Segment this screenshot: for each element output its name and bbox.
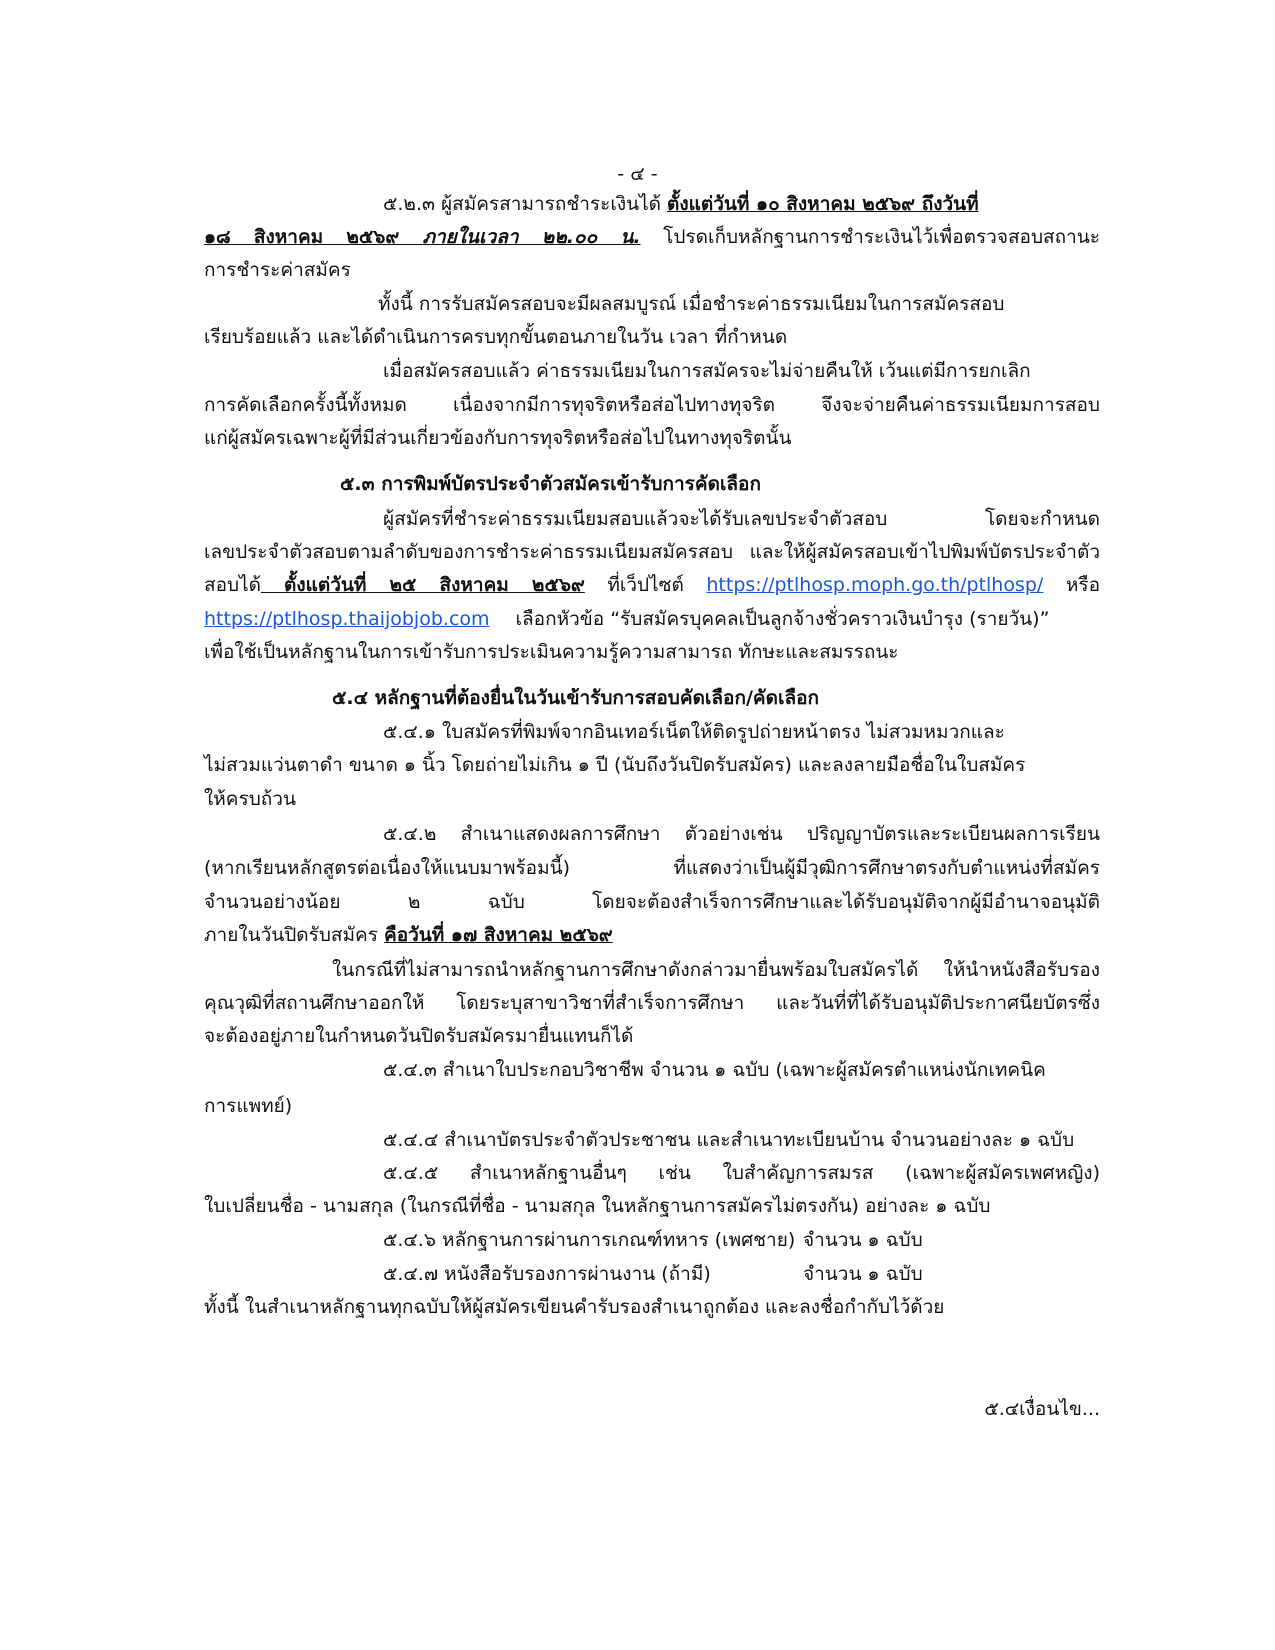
payment-date-range-end: ๑๘ สิงหาคม ๒๕๖๙: [204, 226, 423, 248]
payment-period-line-1: [383, 190, 1100, 218]
military-proof-qty: จำนวน ๑ ฉบับ: [803, 1229, 923, 1251]
refund-note-2: การคัดเลือกครั้งนี้ทั้งหมด เนื่องจากมีการทุจริตหรือส่อไปทางทุจริต จึงจะจ่ายคืนค่าธรรมเนียมการสอบ: [204, 394, 1100, 416]
item-5-4-5-line-1: ๕.๔.๕ สำเนาหลักฐานอื่นๆ เช่น ใบสำคัญการสมรส (เฉพาะผู้สมัครเพศหญิง): [383, 1162, 1100, 1184]
id-card-print-date: ตั้งแต่วันที่ ๒๕ สิงหาคม ๒๕๖๙: [260, 574, 585, 596]
certificate-case-line-1: ในกรณีที่ไม่สามารถนำหลักฐานการศึกษาดังกล่าวมายื่นพร้อมใบสมัครได้ ให้นำหนังสือรับรอง: [332, 959, 1100, 981]
continuation-marker: ๕.๔เงื่อนไข...: [984, 1398, 1100, 1420]
id-card-line-5: เพื่อใช้เป็นหลักฐานในการเข้ารับการประเมินความรู้ความสามารถ ทักษะและสมรรถนะ: [204, 641, 899, 663]
certificate-case-line-3: จะต้องอยู่ภายในกำหนดวันปิดรับสมัครมายื่นแทนก็ได้: [204, 1025, 634, 1047]
payment-keep-proof-text: โปรดเก็บหลักฐานการชำระเงินไว้เพื่อตรวจสอบสถานะ: [640, 226, 1100, 248]
payment-date-range-start: ตั้งแต่วันที่ ๑๐ สิงหาคม ๒๕๖๙ ถึงวันที่: [667, 193, 979, 215]
or-text: หรือ: [1043, 574, 1100, 596]
certify-copies-note: ทั้งนี้ ในสำเนาหลักฐานทุกฉบับให้ผู้สมัครเขียนคำรับรองสำเนาถูกต้อง และลงชื่อกำกับไว้ด้วย: [204, 1296, 945, 1318]
closing-date-prefix: ภายในวันปิดรับสมัคร: [204, 924, 384, 946]
item-5-4-2-line-1: ๕.๔.๒ สำเนาแสดงผลการศึกษา ตัวอย่างเช่น ปริญญาบัตรและระเบียนผลการเรียน: [383, 823, 1100, 845]
id-card-line-3: [204, 571, 1100, 599]
item-5-4-4: ๕.๔.๔ สำเนาบัตรประจำตัวประชาชน และสำเนาทะเบียนบ้าน จำนวนอย่างละ ๑ ฉบับ: [383, 1129, 1075, 1151]
id-card-print-prefix: สอบได้: [204, 574, 261, 596]
registration-complete-note-1: ทั้งนี้ การรับสมัครสอบจะมีผลสมบูรณ์ เมื่อชำระค่าธรรมเนียมในการสมัครสอบ: [378, 293, 1005, 315]
id-card-line-2: เลขประจำตัวสอบตามลำดับของการชำระค่าธรรมเนียมสมัครสอบ และให้ผู้สมัครสอบเข้าไปพิมพ์บัตรประจำตัว: [204, 541, 1100, 563]
item-5-4-1-line-2: ไม่สวมแว่นตาดำ ขนาด ๑ นิ้ว โดยถ่ายไม่เกิน ๑ ปี (นับถึงวันปิดรับสมัคร) และลงลายมือชื่อในใบสมัคร: [204, 754, 1026, 776]
item-5-4-6: [383, 1226, 1100, 1254]
item-5-4-7: [383, 1260, 1100, 1288]
section-5-3-heading: ๕.๓ การพิมพ์บัตรประจำตัวสมัครเข้ารับการคัดเลือก: [340, 473, 761, 495]
thaijobjob-link[interactable]: https://ptlhosp.thaijobjob.com: [204, 608, 490, 630]
item-5-4-3-line-2: การแพทย์): [204, 1095, 293, 1117]
registration-complete-note-2: เรียบร้อยแล้ว และได้ดำเนินการครบทุกขั้นตอนภายในวัน เวลา ที่กำหนด: [204, 326, 788, 348]
work-certificate-label: ๕.๔.๗ หนังสือรับรองการผ่านงาน (ถ้ามี): [383, 1263, 711, 1285]
payment-period-line-2: [204, 223, 1100, 251]
certificate-case-line-2: คุณวุฒิที่สถานศึกษาออกให้ โดยระบุสาขาวิชาที่สำเร็จการศึกษา และวันที่ที่ได้รับอนุมัติประกาศนียบัตรซึ่ง: [204, 992, 1100, 1014]
item-5-4-2-line-2: (หากเรียนหลักสูตรต่อเนื่องให้แนบมาพร้อมนี้) ที่แสดงว่าเป็นผู้มีวุฒิการศึกษาตรงกับตำแหน่งที่สมัคร: [204, 857, 1100, 879]
item-5-4-5-line-2: ใบเปลี่ยนชื่อ - นามสกุล (ในกรณีที่ชื่อ - นามสกุล ในหลักฐานการสมัครไม่ตรงกัน) อย่างละ ๑ ฉบับ: [204, 1195, 991, 1217]
id-card-line-4: [204, 605, 1100, 633]
payment-prefix: ๕.๒.๓ ผู้สมัครสามารถชำระเงินได้: [383, 193, 668, 215]
refund-note-3: แก่ผู้สมัครเฉพาะผู้ที่มีส่วนเกี่ยวข้องกับการทุจริตหรือส่อไปในทางทุจริตนั้น: [204, 427, 792, 449]
id-card-website-text: ที่เว็ปไซต์: [584, 574, 707, 596]
payment-deadline-time: ภายในเวลา ๒๒.๐๐ น.: [422, 226, 641, 248]
item-5-4-3-line-1: ๕.๔.๓ สำเนาใบประกอบวิชาชีพ จำนวน ๑ ฉบับ (เฉพาะผู้สมัครตำแหน่งนักเทคนิค: [383, 1059, 1046, 1081]
item-5-4-2-line-3: จำนวนอย่างน้อย ๒ ฉบับ โดยจะต้องสำเร็จการศึกษาและได้รับอนุมัติจากผู้มีอำนาจอนุมัติ: [204, 891, 1100, 913]
section-5-4-heading: ๕.๔ หลักฐานที่ต้องยื่นในวันเข้ารับการสอบคัดเลือก/คัดเลือก: [332, 687, 820, 709]
work-certificate-qty: จำนวน ๑ ฉบับ: [803, 1263, 923, 1285]
item-5-4-2-line-4: [204, 921, 1100, 949]
payment-status-text: การชำระค่าสมัคร: [204, 259, 351, 281]
id-card-line-1: ผู้สมัครที่ชำระค่าธรรมเนียมสอบแล้วจะได้รับเลขประจำตัวสอบ โดยจะกำหนด: [383, 508, 1100, 530]
closing-date: คือวันที่ ๑๗ สิงหาคม ๒๕๖๙: [384, 924, 613, 946]
item-5-4-1-line-3: ให้ครบถ้วน: [204, 788, 296, 810]
page-number: - ๔ -: [617, 163, 658, 185]
refund-note-1: เมื่อสมัครสอบแล้ว ค่าธรรมเนียมในการสมัครจะไม่จ่ายคืนให้ เว้นแต่มีการยกเลิก: [383, 360, 1031, 382]
military-proof-label: ๕.๔.๖ หลักฐานการผ่านการเกณฑ์ทหาร (เพศชาย): [383, 1229, 796, 1251]
ptlhosp-moph-link[interactable]: https://ptlhosp.moph.go.th/ptlhosp/: [706, 574, 1044, 596]
select-topic-text: เลือกหัวข้อ “รับสมัครบุคคลเป็นลูกจ้างชั่วคราวเงินบำรุง (รายวัน)”: [515, 608, 1050, 630]
item-5-4-1-line-1: ๕.๔.๑ ใบสมัครที่พิมพ์จากอินเทอร์เน็ตให้ติดรูปถ่ายหน้าตรง ไม่สวมหมวกและ: [383, 721, 1005, 743]
